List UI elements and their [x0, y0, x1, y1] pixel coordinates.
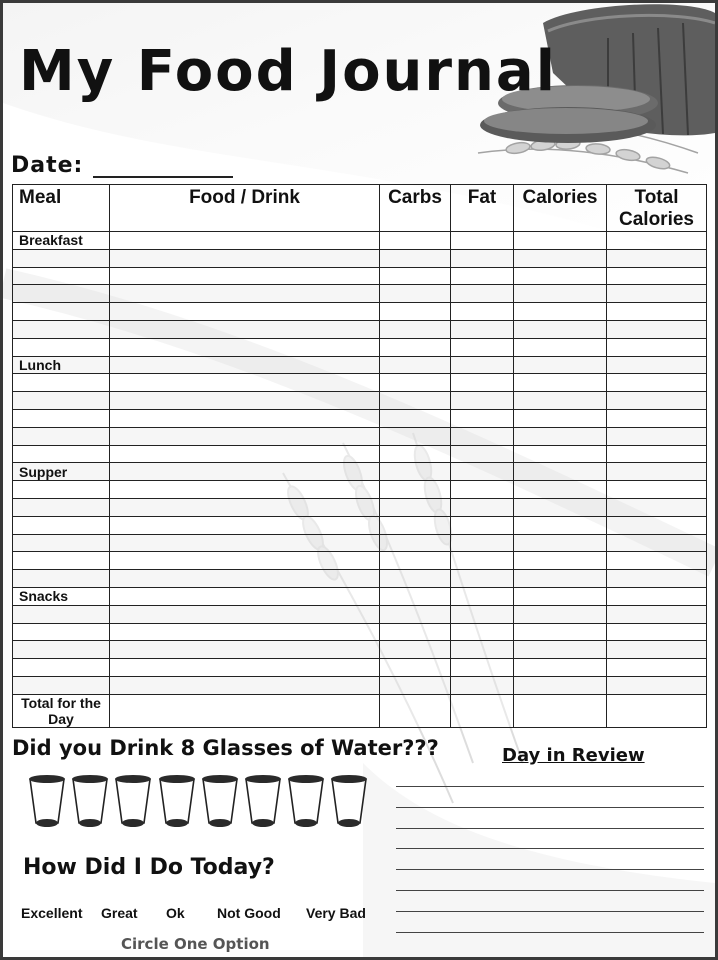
section-label: Breakfast [13, 232, 110, 250]
table-cell[interactable] [380, 516, 451, 534]
table-cell[interactable] [110, 356, 380, 374]
table-row [13, 409, 707, 427]
table-cell[interactable] [514, 338, 607, 356]
table-cell[interactable] [13, 303, 110, 321]
table-cell[interactable] [380, 374, 451, 392]
header-calories: Calories [514, 185, 607, 232]
table-row [13, 303, 707, 321]
table-row [13, 534, 707, 552]
table-cell[interactable] [380, 356, 451, 374]
glass-icon[interactable] [329, 773, 369, 829]
table-cell[interactable] [380, 587, 451, 605]
table-cell[interactable] [514, 232, 607, 250]
review-line[interactable] [396, 847, 704, 849]
header-meal: Meal [13, 185, 110, 232]
table-cell[interactable] [514, 534, 607, 552]
table-cell[interactable] [110, 534, 380, 552]
table-cell[interactable] [13, 570, 110, 588]
table-cell[interactable] [380, 303, 451, 321]
table-cell[interactable] [607, 249, 707, 267]
table-cell[interactable] [13, 392, 110, 410]
table-row [13, 641, 707, 659]
table-cell[interactable] [380, 498, 451, 516]
table-cell[interactable] [13, 320, 110, 338]
table-cell[interactable] [380, 392, 451, 410]
table-row [13, 445, 707, 463]
table-cell[interactable] [110, 641, 380, 659]
table-row [13, 623, 707, 641]
table-row [13, 516, 707, 534]
table-cell[interactable] [451, 374, 514, 392]
table-cell[interactable] [110, 303, 380, 321]
table-cell[interactable] [514, 481, 607, 499]
table-cell[interactable] [13, 498, 110, 516]
table-cell[interactable] [13, 481, 110, 499]
rating-question: How Did I Do Today? [23, 855, 275, 880]
glass-icon[interactable] [243, 773, 283, 829]
table-cell[interactable] [110, 249, 380, 267]
table-cell[interactable] [607, 285, 707, 303]
table-row [13, 498, 707, 516]
table-cell[interactable] [514, 267, 607, 285]
total-cell[interactable] [451, 694, 514, 727]
table-cell[interactable] [380, 641, 451, 659]
table-cell[interactable] [607, 552, 707, 570]
table-cell[interactable] [451, 409, 514, 427]
table-cell[interactable] [451, 534, 514, 552]
table-row [13, 587, 707, 605]
table-cell[interactable] [13, 552, 110, 570]
table-cell[interactable] [110, 605, 380, 623]
table-cell[interactable] [110, 659, 380, 677]
review-line[interactable] [396, 910, 704, 912]
table-cell[interactable] [607, 481, 707, 499]
date-row [11, 153, 233, 178]
table-cell[interactable] [380, 552, 451, 570]
table-cell[interactable] [13, 516, 110, 534]
table-cell[interactable] [110, 498, 380, 516]
table-cell[interactable] [110, 587, 380, 605]
table-cell[interactable] [607, 587, 707, 605]
table-cell[interactable] [607, 392, 707, 410]
glass-icon[interactable] [200, 773, 240, 829]
table-cell[interactable] [607, 427, 707, 445]
table-cell[interactable] [514, 320, 607, 338]
table-cell[interactable] [380, 409, 451, 427]
table-cell[interactable] [380, 320, 451, 338]
circle-one-hint: Circle One Option [121, 935, 270, 953]
table-row [13, 552, 707, 570]
table-cell[interactable] [451, 552, 514, 570]
table-cell[interactable] [514, 285, 607, 303]
total-cell[interactable] [607, 694, 707, 727]
glass-icon[interactable] [113, 773, 153, 829]
table-cell[interactable] [13, 676, 110, 694]
table-cell[interactable] [451, 463, 514, 481]
table-cell[interactable] [451, 498, 514, 516]
table-cell[interactable] [514, 445, 607, 463]
table-cell[interactable] [380, 285, 451, 303]
table-cell[interactable] [110, 552, 380, 570]
table-cell[interactable] [607, 534, 707, 552]
table-cell[interactable] [514, 587, 607, 605]
table-cell[interactable] [451, 587, 514, 605]
table-cell[interactable] [514, 409, 607, 427]
total-cell[interactable] [110, 694, 380, 727]
table-cell[interactable] [380, 659, 451, 677]
table-cell[interactable] [451, 676, 514, 694]
table-cell[interactable] [514, 498, 607, 516]
table-cell[interactable] [451, 445, 514, 463]
header-total-calories: Total Calories [607, 185, 707, 232]
table-cell[interactable] [514, 570, 607, 588]
table-cell[interactable] [607, 463, 707, 481]
table-cell[interactable] [451, 623, 514, 641]
table-row [13, 338, 707, 356]
table-cell[interactable] [514, 641, 607, 659]
table-cell[interactable] [13, 659, 110, 677]
table-cell[interactable] [451, 481, 514, 499]
glass-icon[interactable] [27, 773, 67, 829]
table-cell[interactable] [607, 356, 707, 374]
table-cell[interactable] [451, 641, 514, 659]
table-cell[interactable] [514, 427, 607, 445]
date-label: Date: [11, 153, 84, 178]
table-cell[interactable] [607, 232, 707, 250]
table-cell[interactable] [607, 303, 707, 321]
table-cell[interactable] [514, 392, 607, 410]
table-cell[interactable] [514, 249, 607, 267]
section-label: Snacks [13, 587, 110, 605]
table-cell[interactable] [451, 338, 514, 356]
header-fat: Fat [451, 185, 514, 232]
table-cell[interactable] [380, 445, 451, 463]
table-cell[interactable] [380, 249, 451, 267]
table-cell[interactable] [607, 445, 707, 463]
glass-icon[interactable] [157, 773, 197, 829]
table-row [13, 570, 707, 588]
table-row [13, 285, 707, 303]
glass-icon[interactable] [70, 773, 110, 829]
table-cell[interactable] [110, 409, 380, 427]
table-cell[interactable] [110, 516, 380, 534]
table-row [13, 659, 707, 677]
table-cell[interactable] [607, 374, 707, 392]
table-cell[interactable] [451, 303, 514, 321]
table-cell[interactable] [607, 659, 707, 677]
table-cell[interactable] [110, 463, 380, 481]
total-row [13, 694, 707, 727]
table-cell[interactable] [110, 481, 380, 499]
rating-excellent[interactable]: Excellent [21, 905, 83, 921]
rating-great[interactable]: Great [101, 905, 138, 921]
review-line[interactable] [396, 827, 704, 829]
header-food-drink: Food / Drink [110, 185, 380, 232]
table-cell[interactable] [607, 676, 707, 694]
table-cell[interactable] [451, 267, 514, 285]
table-row [13, 481, 707, 499]
header-carbs: Carbs [380, 185, 451, 232]
review-line[interactable] [396, 785, 704, 787]
table-cell[interactable] [514, 303, 607, 321]
table-cell[interactable] [110, 623, 380, 641]
table-cell[interactable] [110, 374, 380, 392]
water-glasses [27, 773, 377, 831]
table-cell[interactable] [13, 267, 110, 285]
table-cell[interactable] [607, 320, 707, 338]
table-cell[interactable] [514, 463, 607, 481]
table-cell[interactable] [380, 463, 451, 481]
table-row [13, 605, 707, 623]
table-cell[interactable] [110, 320, 380, 338]
page-title: My Food Journal [19, 39, 557, 104]
table-cell[interactable] [110, 392, 380, 410]
table-cell[interactable] [110, 338, 380, 356]
table-cell[interactable] [514, 659, 607, 677]
glass-icon[interactable] [286, 773, 326, 829]
table-cell[interactable] [514, 516, 607, 534]
table-row [13, 427, 707, 445]
day-in-review-title: Day in Review [502, 745, 645, 766]
rating-options [3, 905, 383, 923]
table-cell[interactable] [451, 659, 514, 677]
table-cell[interactable] [514, 605, 607, 623]
table-row [13, 356, 707, 374]
table-cell[interactable] [110, 267, 380, 285]
table-row [13, 374, 707, 392]
table-cell[interactable] [110, 285, 380, 303]
table-cell[interactable] [13, 534, 110, 552]
table-cell[interactable] [451, 249, 514, 267]
rating-not-good[interactable]: Not Good [217, 905, 281, 921]
journal-body [13, 232, 707, 728]
review-line[interactable] [396, 889, 704, 891]
table-cell[interactable] [514, 356, 607, 374]
day-in-review-lines [396, 773, 704, 943]
table-cell[interactable] [13, 285, 110, 303]
table-row [13, 320, 707, 338]
section-label: Lunch [13, 356, 110, 374]
table-cell[interactable] [607, 267, 707, 285]
table-cell[interactable] [110, 445, 380, 463]
table-cell[interactable] [110, 232, 380, 250]
table-cell[interactable] [13, 445, 110, 463]
total-cell[interactable] [380, 694, 451, 727]
table-cell[interactable] [451, 516, 514, 534]
table-cell[interactable] [514, 374, 607, 392]
table-row [13, 232, 707, 250]
table-row [13, 267, 707, 285]
table-cell[interactable] [607, 409, 707, 427]
table-cell[interactable] [607, 498, 707, 516]
date-input-line[interactable] [93, 156, 233, 178]
table-cell[interactable] [13, 409, 110, 427]
table-cell[interactable] [13, 249, 110, 267]
table-cell[interactable] [607, 570, 707, 588]
table-cell[interactable] [607, 605, 707, 623]
table-cell[interactable] [380, 267, 451, 285]
rating-ok[interactable]: Ok [166, 905, 185, 921]
table-cell[interactable] [451, 285, 514, 303]
food-journal-table [12, 184, 707, 728]
table-cell[interactable] [451, 427, 514, 445]
table-cell[interactable] [380, 570, 451, 588]
table-cell[interactable] [607, 641, 707, 659]
table-cell[interactable] [514, 676, 607, 694]
table-cell[interactable] [607, 338, 707, 356]
table-cell[interactable] [451, 605, 514, 623]
table-cell[interactable] [514, 552, 607, 570]
review-line[interactable] [396, 806, 704, 808]
table-cell[interactable] [13, 623, 110, 641]
total-cell[interactable] [514, 694, 607, 727]
table-row [13, 463, 707, 481]
table-cell[interactable] [451, 356, 514, 374]
table-cell[interactable] [380, 605, 451, 623]
review-line[interactable] [396, 931, 704, 933]
table-cell[interactable] [451, 232, 514, 250]
table-cell[interactable] [13, 427, 110, 445]
table-cell[interactable] [13, 374, 110, 392]
table-cell[interactable] [451, 320, 514, 338]
table-cell[interactable] [13, 641, 110, 659]
table-cell[interactable] [514, 623, 607, 641]
table-cell[interactable] [380, 676, 451, 694]
table-row [13, 392, 707, 410]
section-label: Supper [13, 463, 110, 481]
table-cell[interactable] [13, 338, 110, 356]
water-question: Did you Drink 8 Glasses of Water??? [12, 736, 439, 760]
table-cell[interactable] [451, 570, 514, 588]
table-cell[interactable] [451, 392, 514, 410]
table-cell[interactable] [110, 427, 380, 445]
table-cell[interactable] [110, 676, 380, 694]
total-label: Total for the Day [13, 694, 110, 727]
table-cell[interactable] [607, 623, 707, 641]
table-cell[interactable] [380, 534, 451, 552]
table-cell[interactable] [380, 481, 451, 499]
table-cell[interactable] [380, 623, 451, 641]
table-row [13, 249, 707, 267]
table-cell[interactable] [380, 232, 451, 250]
table-cell[interactable] [380, 338, 451, 356]
review-line[interactable] [396, 868, 704, 870]
rating-very-bad[interactable]: Very Bad [306, 905, 366, 921]
table-cell[interactable] [13, 605, 110, 623]
table-cell[interactable] [110, 570, 380, 588]
table-row [13, 676, 707, 694]
table-cell[interactable] [380, 427, 451, 445]
table-cell[interactable] [607, 516, 707, 534]
